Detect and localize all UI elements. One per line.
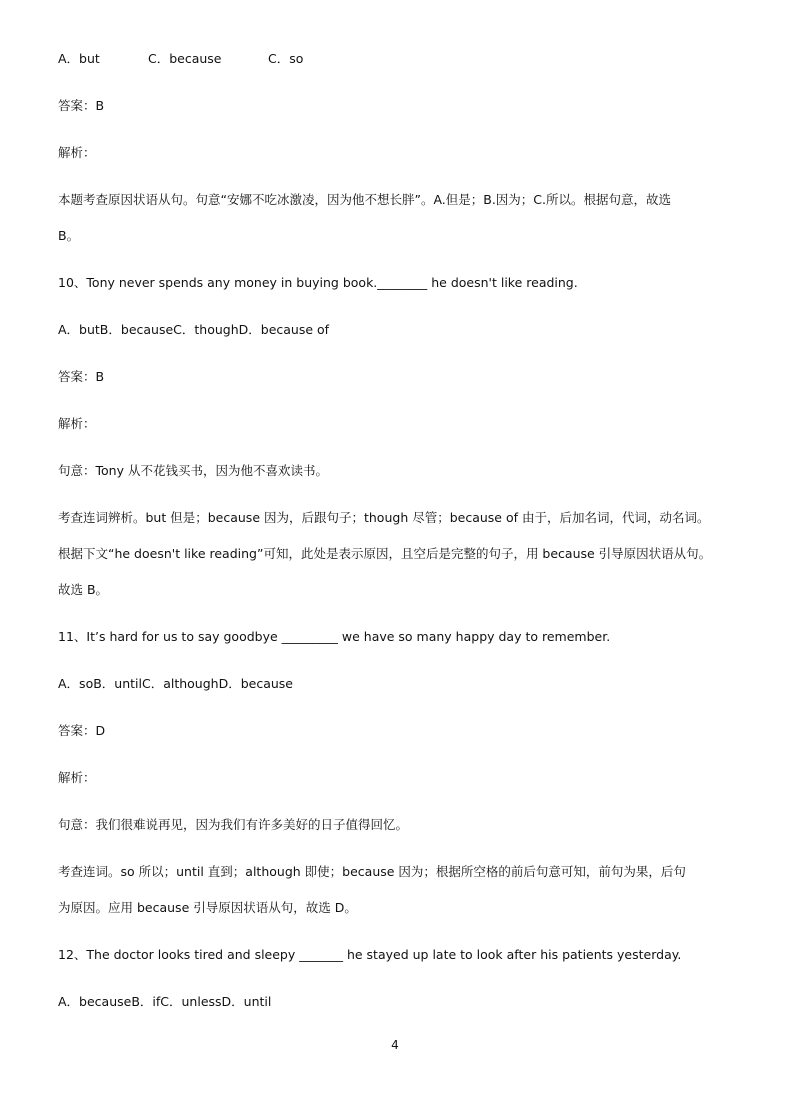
q10-explanation-line-1: 考查连词辨析。but 但是；because 因为，后跟句子；though 尽管；because of 由于，后加名词，代词，动名词。 [58,510,710,525]
q10-answer: 答案：B [58,369,105,384]
q9-option-c-so: C．so [267,51,304,66]
q11-options: A．soB．untilC．althoughD．because [58,676,293,691]
q12-options: A．becauseB．ifC．unlessD．until [58,994,272,1009]
q9-answer: 答案：B [58,98,105,113]
q10-meaning: 句意：Tony 从不花钱买书，因为他不喜欢读书。 [58,463,328,478]
q11-answer: 答案：D [58,723,106,738]
q9-option-a: A．but [58,51,100,66]
q10-explanation-line-3: 故选 B。 [58,582,109,597]
q10-question: 10、Tony never spends any money in buying book.________ he doesn't like reading. [58,275,578,290]
q12-question: 12、The doctor looks tired and sleepy _______ he stayed up late to look after his patients yesterday. [58,947,682,962]
q11-explanation-line-1: 考查连词。so 所以；until 直到；although 即使；because 因为；根据所空格的前后句意可知，前句为果，后句 [58,864,686,879]
q10-options: A．butB．becauseC．thoughD．because of [58,322,330,337]
q11-meaning: 句意：我们很难说再见，因为我们有许多美好的日子值得回忆。 [58,817,409,832]
q11-analysis-label: 解析： [58,770,96,785]
q9-explanation-line-2: B。 [58,228,80,243]
q9-explanation-line-1: 本题考查原因状语从句。句意“安娜不吃冰激凌，因为他不想长胖”。A.但是；B.因为；C.所以。根据句意，故选 [58,192,672,207]
q9-analysis-label: 解析： [58,145,96,160]
q9-option-c-because: C．because [147,51,222,66]
q11-explanation-line-2: 为原因。应用 because 引导原因状语从句，故选 D。 [58,900,357,915]
q11-question: 11、It’s hard for us to say goodbye _________ we have so many happy day to remember. [58,629,611,644]
page-number: 4 [391,1038,399,1052]
q10-explanation-line-2: 根据下文“he doesn't like reading”可知，此处是表示原因，且空后是完整的句子，用 because 引导原因状语从句。 [58,546,712,561]
q9-options [58,51,303,67]
q10-analysis-label: 解析： [58,416,96,431]
